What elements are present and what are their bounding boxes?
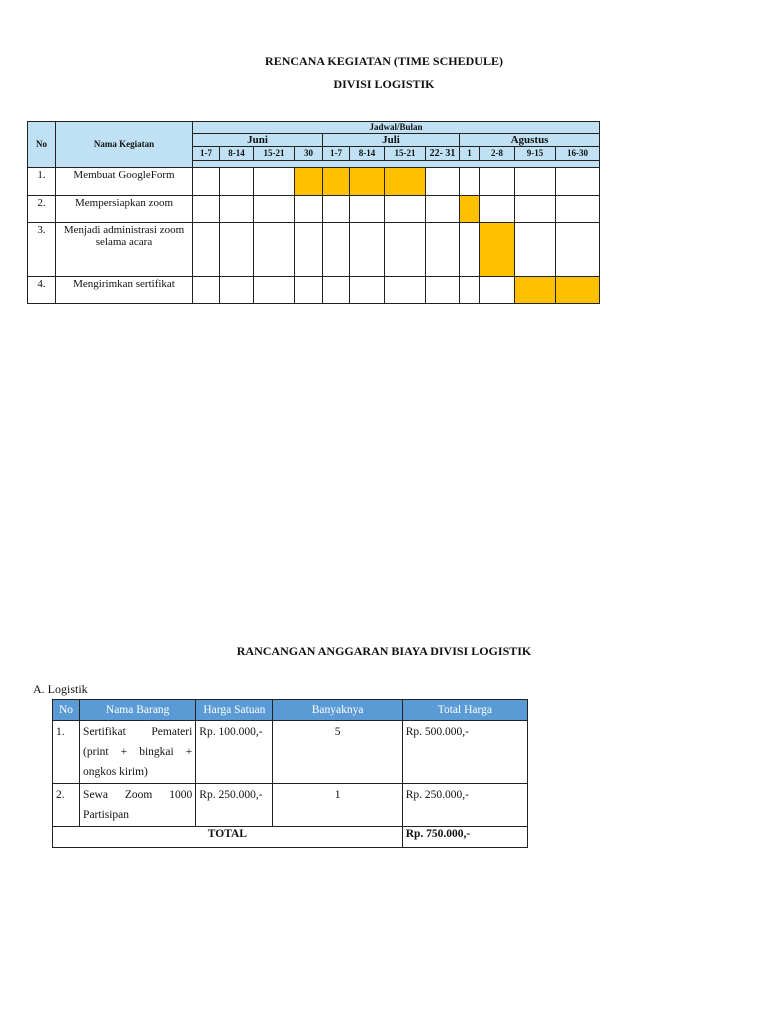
- schedule-cell: [295, 223, 323, 277]
- row-activity: Mempersiapkan zoom: [56, 196, 193, 223]
- header-spacer: [193, 161, 600, 168]
- week-header: 22- 31: [426, 147, 460, 161]
- week-header: 1-7: [323, 147, 350, 161]
- row-price: Rp. 100.000,-: [196, 721, 273, 784]
- col-header-activity: Nama Kegiatan: [56, 122, 193, 168]
- schedule-cell: [480, 168, 515, 196]
- month-header: Juli: [323, 134, 460, 147]
- schedule-cell: [350, 196, 385, 223]
- week-header: 8-14: [220, 147, 254, 161]
- schedule-cell: [556, 223, 600, 277]
- schedule-cell: [480, 196, 515, 223]
- month-header: Agustus: [460, 134, 600, 147]
- budget-header-qty: Banyaknya: [273, 700, 402, 721]
- schedule-cell: [323, 196, 350, 223]
- schedule-cell-active: [323, 168, 350, 196]
- schedule-cell-active: [350, 168, 385, 196]
- table-row: [28, 196, 600, 223]
- budget-header-total: Total Harga: [402, 700, 527, 721]
- schedule-cell-active: [460, 196, 480, 223]
- schedule-cell: [295, 277, 323, 304]
- schedule-cell: [220, 196, 254, 223]
- schedule-cell: [193, 223, 220, 277]
- schedule-cell: [426, 196, 460, 223]
- schedule-cell: [426, 223, 460, 277]
- section-label: A. Logistik: [33, 682, 88, 696]
- item-line: Partisipan: [83, 809, 130, 821]
- schedule-cell: [254, 196, 295, 223]
- total-value: Rp. 750.000,-: [402, 827, 527, 848]
- schedule-cell: [220, 168, 254, 196]
- schedule-cell-active: [515, 277, 556, 304]
- table-row: [28, 223, 600, 277]
- schedule-cell: [556, 168, 600, 196]
- budget-header-price: Harga Satuan: [196, 700, 273, 721]
- week-header: 1: [460, 147, 480, 161]
- week-header: 30: [295, 147, 323, 161]
- schedule-title: RENCANA KEGIATAN (TIME SCHEDULE): [265, 54, 503, 68]
- total-row: [53, 827, 528, 848]
- table-row: [53, 784, 528, 827]
- schedule-cell: [385, 223, 426, 277]
- week-header: 16-30: [556, 147, 600, 161]
- schedule-cell: [515, 196, 556, 223]
- week-header: 15-21: [385, 147, 426, 161]
- row-total: Rp. 500.000,-: [402, 721, 527, 784]
- budget-header-item: Nama Barang: [80, 700, 196, 721]
- schedule-cell: [193, 277, 220, 304]
- schedule-cell: [254, 168, 295, 196]
- table-row: [53, 721, 528, 784]
- schedule-cell: [220, 277, 254, 304]
- row-no: 1.: [53, 721, 80, 784]
- budget-header-no: No: [53, 700, 80, 721]
- week-header: 15-21: [254, 147, 295, 161]
- item-line: Sertifikat Pemateri: [83, 726, 193, 738]
- schedule-cell: [480, 277, 515, 304]
- schedule-cell: [385, 277, 426, 304]
- schedule-cell: [350, 277, 385, 304]
- row-qty: 1: [273, 784, 402, 827]
- week-header: 2-8: [480, 147, 515, 161]
- schedule-table: [27, 121, 600, 304]
- row-total: Rp. 250.000,-: [402, 784, 527, 827]
- row-item: [80, 784, 196, 827]
- schedule-cell: [460, 223, 480, 277]
- week-header: 9-15: [515, 147, 556, 161]
- schedule-subtitle: DIVISI LOGISTIK: [333, 77, 435, 91]
- schedule-cell: [193, 196, 220, 223]
- schedule-cell: [515, 168, 556, 196]
- item-line: Sewa Zoom 1000: [83, 789, 193, 801]
- row-price: Rp. 250.000,-: [196, 784, 273, 827]
- schedule-cell: [254, 223, 295, 277]
- budget-table: [52, 699, 528, 848]
- schedule-cell: [323, 223, 350, 277]
- row-qty: 5: [273, 721, 402, 784]
- schedule-cell-active: [385, 168, 426, 196]
- schedule-cell: [426, 168, 460, 196]
- schedule-cell: [460, 277, 480, 304]
- table-row: [28, 168, 600, 196]
- row-activity: Mengirimkan sertifikat: [56, 277, 193, 304]
- row-activity: Membuat GoogleForm: [56, 168, 193, 196]
- schedule-cell: [350, 223, 385, 277]
- row-no: 1.: [28, 168, 56, 196]
- schedule-cell: [295, 196, 323, 223]
- month-header: Juni: [193, 134, 323, 147]
- schedule-cell: [254, 277, 295, 304]
- schedule-cell: [385, 196, 426, 223]
- schedule-cell: [220, 223, 254, 277]
- schedule-cell-active: [556, 277, 600, 304]
- schedule-cell: [323, 277, 350, 304]
- item-line: ongkos kirim): [83, 766, 148, 778]
- schedule-cell: [515, 223, 556, 277]
- week-header: 1-7: [193, 147, 220, 161]
- schedule-cell: [193, 168, 220, 196]
- schedule-cell-active: [295, 168, 323, 196]
- row-activity: Menjadi administrasi zoom selama acara: [56, 223, 193, 277]
- schedule-cell: [556, 196, 600, 223]
- row-no: 4.: [28, 277, 56, 304]
- row-no: 2.: [28, 196, 56, 223]
- schedule-cell-active: [480, 223, 515, 277]
- budget-title: RANCANGAN ANGGARAN BIAYA DIVISI LOGISTIK: [236, 644, 532, 658]
- schedule-cell: [426, 277, 460, 304]
- row-no: 2.: [53, 784, 80, 827]
- total-label: TOTAL: [53, 827, 403, 848]
- table-row: [28, 277, 600, 304]
- schedule-cell: [460, 168, 480, 196]
- row-no: 3.: [28, 223, 56, 277]
- week-header: 8-14: [350, 147, 385, 161]
- row-item: [80, 721, 196, 784]
- col-header-no: No: [28, 122, 56, 168]
- col-header-schedule: Jadwal/Bulan: [193, 122, 600, 134]
- item-line: (print + bingkai +: [83, 746, 193, 758]
